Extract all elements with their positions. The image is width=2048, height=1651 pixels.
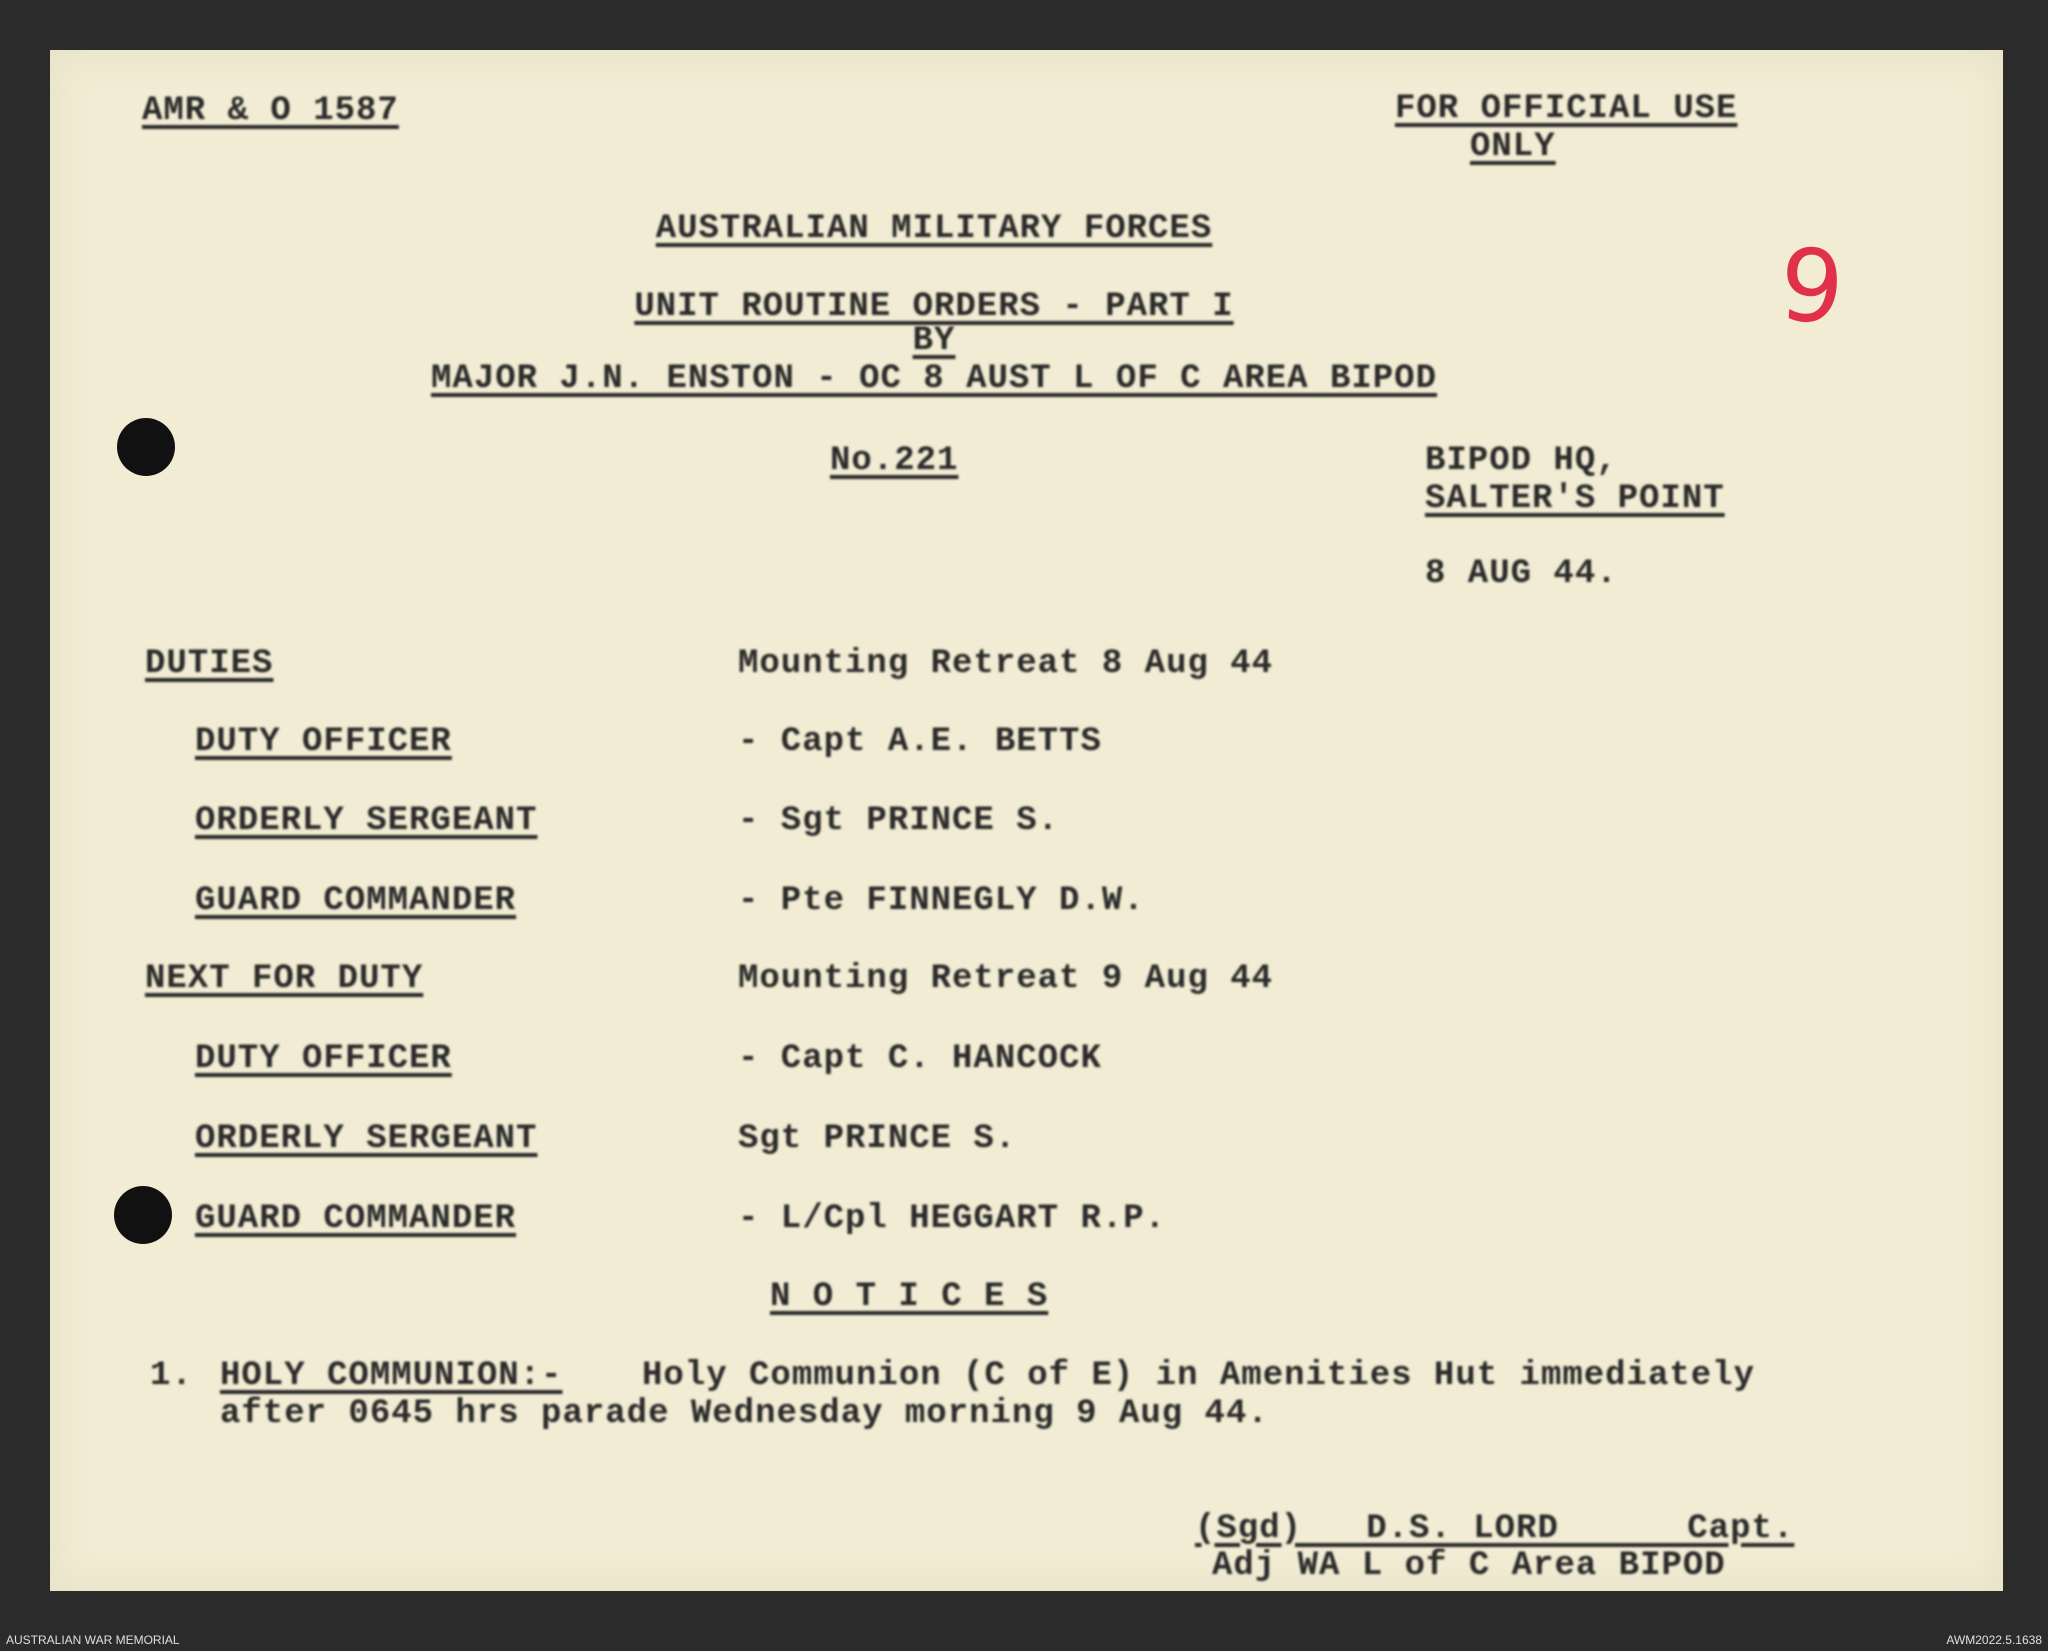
duty-role: DUTY OFFICER <box>195 723 452 761</box>
notice-number: 1. <box>150 1357 193 1395</box>
next-for-duty-heading: NEXT FOR DUTY <box>145 960 424 998</box>
order-date: 8 AUG 44. <box>1425 555 1618 593</box>
duty-name: - Pte FINNEGLY D.W. <box>738 882 1145 920</box>
next-duty-mounting: Mounting Retreat 9 Aug 44 <box>738 960 1274 998</box>
notices-heading: N O T I C E S <box>770 1278 1049 1316</box>
next-duty-name: - Capt C. HANCOCK <box>738 1040 1102 1078</box>
next-duty-role: ORDERLY SERGEANT <box>195 1120 538 1158</box>
duties-heading: DUTIES <box>145 645 274 683</box>
title-line-2: UNIT ROUTINE ORDERS - PART I <box>634 288 1234 326</box>
footer-source-label: AUSTRALIAN WAR MEMORIAL <box>6 1633 180 1647</box>
punch-hole-top <box>117 418 175 476</box>
notice-text-line-1: Holy Communion (C of E) in Amenities Hut immediately <box>642 1357 1755 1395</box>
duties-mounting: Mounting Retreat 8 Aug 44 <box>738 645 1274 683</box>
official-use-line2: ONLY <box>1470 128 1556 166</box>
header-reference: AMR & O 1587 <box>142 92 399 130</box>
signature-line-2: Adj WA L of C Area BIPOD <box>1212 1547 1726 1585</box>
document-page <box>50 50 2003 1591</box>
title-line-1: AUSTRALIAN MILITARY FORCES <box>655 210 1213 248</box>
next-duty-name: - L/Cpl HEGGART R.P. <box>738 1200 1167 1238</box>
notice-heading: HOLY COMMUNION:- <box>220 1357 563 1395</box>
location-line-2: SALTER'S POINT <box>1425 480 1725 518</box>
next-duty-name: Sgt PRINCE S. <box>738 1120 1017 1158</box>
duty-role: GUARD COMMANDER <box>195 882 517 920</box>
location-line-1: BIPOD HQ, <box>1425 442 1618 480</box>
notice-text-line-2: after 0645 hrs parade Wednesday morning 9 Aug 44. <box>220 1395 1269 1433</box>
punch-hole-bottom <box>114 1186 172 1244</box>
official-use-line1: FOR OFFICIAL USE <box>1395 90 1738 128</box>
title-line-3: BY <box>912 322 956 360</box>
footer-accession-number: AWM2022.5.1638 <box>1946 1633 2042 1647</box>
title-line-4: MAJOR J.N. ENSTON - OC 8 AUST L OF C AREA BIPOD <box>431 360 1437 398</box>
order-number: No.221 <box>830 442 959 480</box>
duty-name: - Capt A.E. BETTS <box>738 723 1102 761</box>
next-duty-role: DUTY OFFICER <box>195 1040 452 1078</box>
duty-name: - Sgt PRINCE S. <box>738 802 1060 840</box>
signature-line-1: (Sgd) D.S. LORD Capt. <box>1195 1510 1795 1548</box>
handwritten-page-number: 9 <box>1775 225 1848 348</box>
next-duty-role: GUARD COMMANDER <box>195 1200 517 1238</box>
duty-role: ORDERLY SERGEANT <box>195 802 538 840</box>
